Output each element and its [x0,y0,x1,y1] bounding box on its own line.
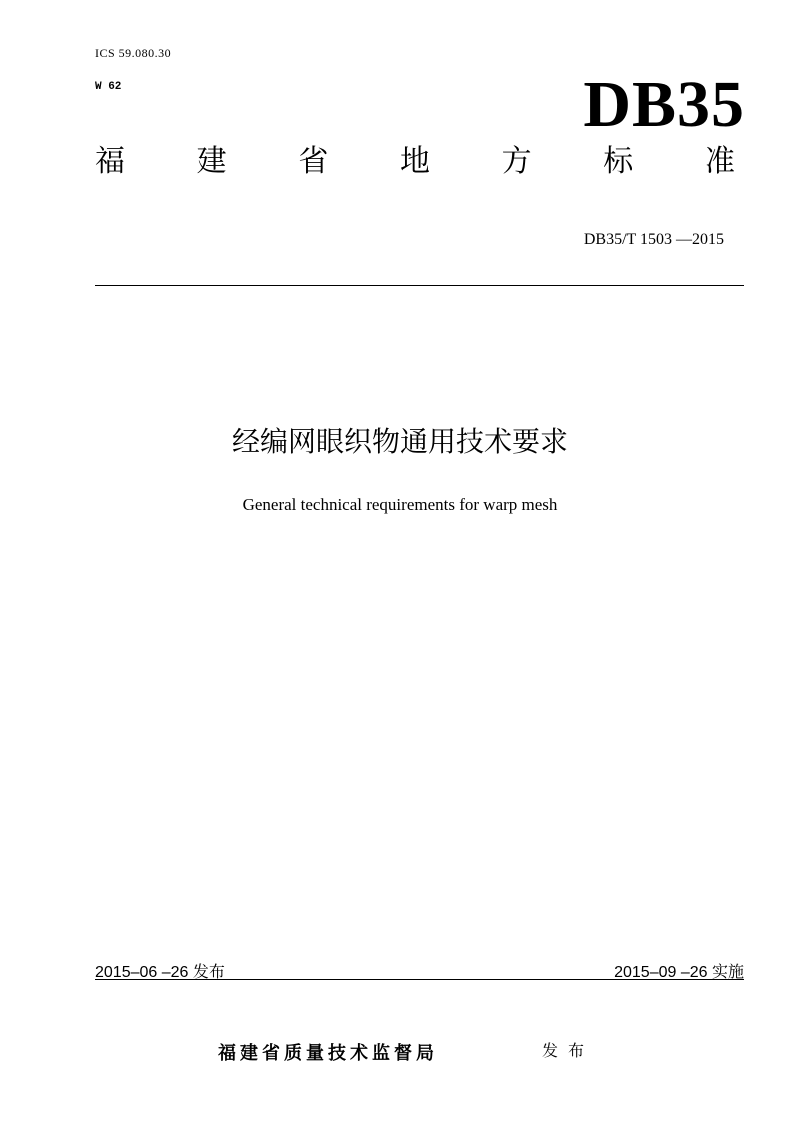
standard-category-title [95,144,735,179]
category-char: 方 [501,144,532,179]
header-divider [95,285,744,286]
category-char: 准 [704,144,735,179]
issuing-authority: 福建省质量技术监督局 [218,1043,438,1064]
ics-code: ICS 59.080.30 [95,46,172,60]
standard-logo: DB35 [583,68,745,141]
category-char: 福 [95,144,125,179]
release-date: 2015–06 –26 发布 [95,964,225,981]
document-title-chinese: 经编网眼织物通用技术要求 [231,425,568,458]
classification-code: W 62 [95,81,122,93]
category-char: 地 [399,144,430,179]
category-char: 建 [196,144,227,179]
standard-number: DB35/T 1503 —2015 [583,231,724,248]
category-char: 标 [603,144,634,179]
publish-label: 发布 [542,1041,595,1060]
category-char: 省 [298,144,329,179]
footer-divider [95,979,744,980]
implementation-date: 2015–09 –26 实施 [614,964,744,981]
document-title-english: General technical requirements for warp mesh [242,495,558,514]
